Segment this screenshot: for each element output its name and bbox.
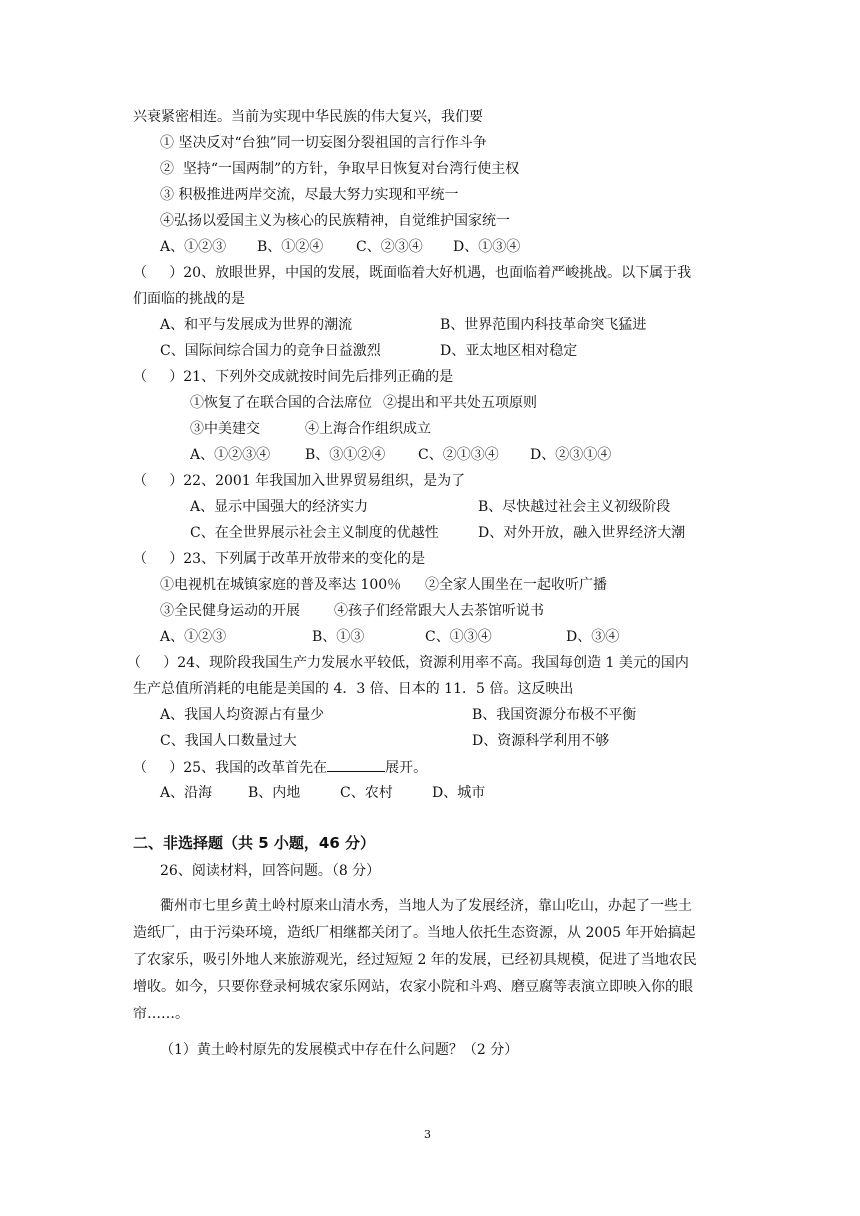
q21-option-d: D、②③①④ xyxy=(530,447,612,463)
q21-item-2: ②提出和平共处五项原则 xyxy=(383,395,537,411)
q24-option-d: D、资源科学利用不够 xyxy=(472,733,610,749)
q23-item-4: ④孩子们经常跟大人去茶馆听说书 xyxy=(334,603,544,619)
q25-stem xyxy=(133,757,427,778)
q22-option-d: D、对外开放，融入世界经济大潮 xyxy=(478,525,686,541)
q25-option-c: C、农村 xyxy=(340,785,393,801)
q22-option-a: A、显示中国强大的经济实力 xyxy=(190,499,369,515)
q20-stem-cont: 们面临的挑战的是 xyxy=(133,291,245,307)
q19-option-c: C、②③④ xyxy=(356,239,423,255)
q20-option-c: C、国际间综合国力的竞争日益激烈 xyxy=(160,343,381,359)
q25-option-a: A、沿海 xyxy=(160,785,213,801)
q24-option-c: C、我国人口数量过大 xyxy=(160,733,297,749)
q23-item-2: ②全家人围坐在一起收听广播 xyxy=(425,577,607,593)
q21-item-1: ①恢复了在联合国的合法席位 xyxy=(190,395,372,411)
material-line-2: 造纸厂，由于污染环境，造纸厂相继都关闭了。当地人依托生态资源，从 2005 年开始搞起 xyxy=(133,925,696,941)
q22-option-b: B、尽快越过社会主义初级阶段 xyxy=(478,499,671,515)
q24-stem-cont: 生产总值所消耗的电能是美国的 4．3 倍、日本的 11．5 倍。这反映出 xyxy=(133,681,574,697)
q26-intro: 26、阅读材料，回答问题。（8 分） xyxy=(160,863,381,879)
q20-option-b: B、世界范围内科技革命突飞猛进 xyxy=(440,317,647,333)
q24-option-a: A、我国人均资源占有量少 xyxy=(160,707,325,723)
q19-option-d: D、①③④ xyxy=(453,239,521,255)
q23-option-c: C、①③④ xyxy=(425,629,492,645)
q25-answer-blank xyxy=(327,757,385,772)
q23-stem: （ ）23、下列属于改革开放带来的变化的是 xyxy=(133,551,426,567)
q19-item-4: ④弘扬以爱国主义为核心的民族精神，自觉维护国家统一 xyxy=(160,213,510,229)
material-line-5: 帘……。 xyxy=(133,1006,189,1022)
q21-item-4: ④上海合作组织成立 xyxy=(305,421,431,437)
q23-item-1: ①电视机在城镇家庭的普及率达 100％ xyxy=(160,577,402,593)
q20-stem: （ ）20、放眼世界，中国的发展，既面临着大好机遇，也面临着严峻挑战。以下属于我 xyxy=(133,265,692,281)
q25-option-d: D、城市 xyxy=(432,785,486,801)
page-number: 3 xyxy=(424,1128,431,1141)
q22-option-c: C、在全世界展示社会主义制度的优越性 xyxy=(190,525,439,541)
q19-item-2: ② 坚持“一国两制”的方针，争取早日恢复对台湾行使主权 xyxy=(160,161,520,177)
q21-option-a: A、①②③④ xyxy=(190,447,271,463)
q23-item-3: ③全民健身运动的开展 xyxy=(160,603,300,619)
q23-option-d: D、③④ xyxy=(566,629,620,645)
q23-option-b: B、①③ xyxy=(312,629,365,645)
q25-stem-a: （ ）25、我国的改革首先在 xyxy=(133,760,328,776)
section-heading: 二、非选择题（共 5 小题，46 分） xyxy=(133,834,375,852)
q24-option-b: B、我国资源分布极不平衡 xyxy=(472,707,637,723)
q23-option-a: A、①②③ xyxy=(160,629,227,645)
q20-option-a: A、和平与发展成为世界的潮流 xyxy=(160,317,353,333)
q21-stem: （ ）21、下列外交成就按时间先后排列正确的是 xyxy=(133,369,454,385)
material-line-3: 了农家乐，吸引外地人来旅游观光，经过短短 2 年的发展，已经初具规模，促进了当地农民 xyxy=(133,952,697,968)
q25-option-b: B、内地 xyxy=(248,785,301,801)
q19-stem: 兴衰紧密相连。当前为实现中华民族的伟大复兴，我们要 xyxy=(133,109,483,125)
q21-option-b: B、③①②④ xyxy=(305,447,386,463)
q19-option-a: A、①②③ xyxy=(160,239,227,255)
q24-stem: （ ）24、现阶段我国生产力发展水平较低，资源利用率不高。我国每创造 1 美元的国内 xyxy=(127,655,689,671)
q19-item-3: ③ 积极推进两岸交流，尽最大努力实现和平统一 xyxy=(160,187,459,203)
q25-stem-b: 展开。 xyxy=(385,760,428,776)
q19-option-b: B、①②④ xyxy=(257,239,324,255)
q26-sub-1: （1）黄土岭村原先的发展模式中存在什么问题？（2 分） xyxy=(160,1042,519,1058)
q19-item-1: ① 坚决反对“台独”同一切妄图分裂祖国的言行作斗争 xyxy=(160,135,487,151)
q21-option-c: C、②①③④ xyxy=(418,447,499,463)
material-line-1: 衢州市七里乡黄土岭村原来山清水秀，当地人为了发展经济，靠山吃山，办起了一些土 xyxy=(160,898,692,914)
material-line-4: 增收。如今，只要你登录柯城农家乐网站，农家小院和斗鸡、磨豆腐等表演立即映入你的眼 xyxy=(133,979,693,995)
q20-option-d: D、亚太地区相对稳定 xyxy=(440,343,578,359)
q22-stem: （ ）22、2001 年我国加入世界贸易组织，是为了 xyxy=(133,473,466,489)
q21-item-3: ③中美建交 xyxy=(190,421,260,437)
